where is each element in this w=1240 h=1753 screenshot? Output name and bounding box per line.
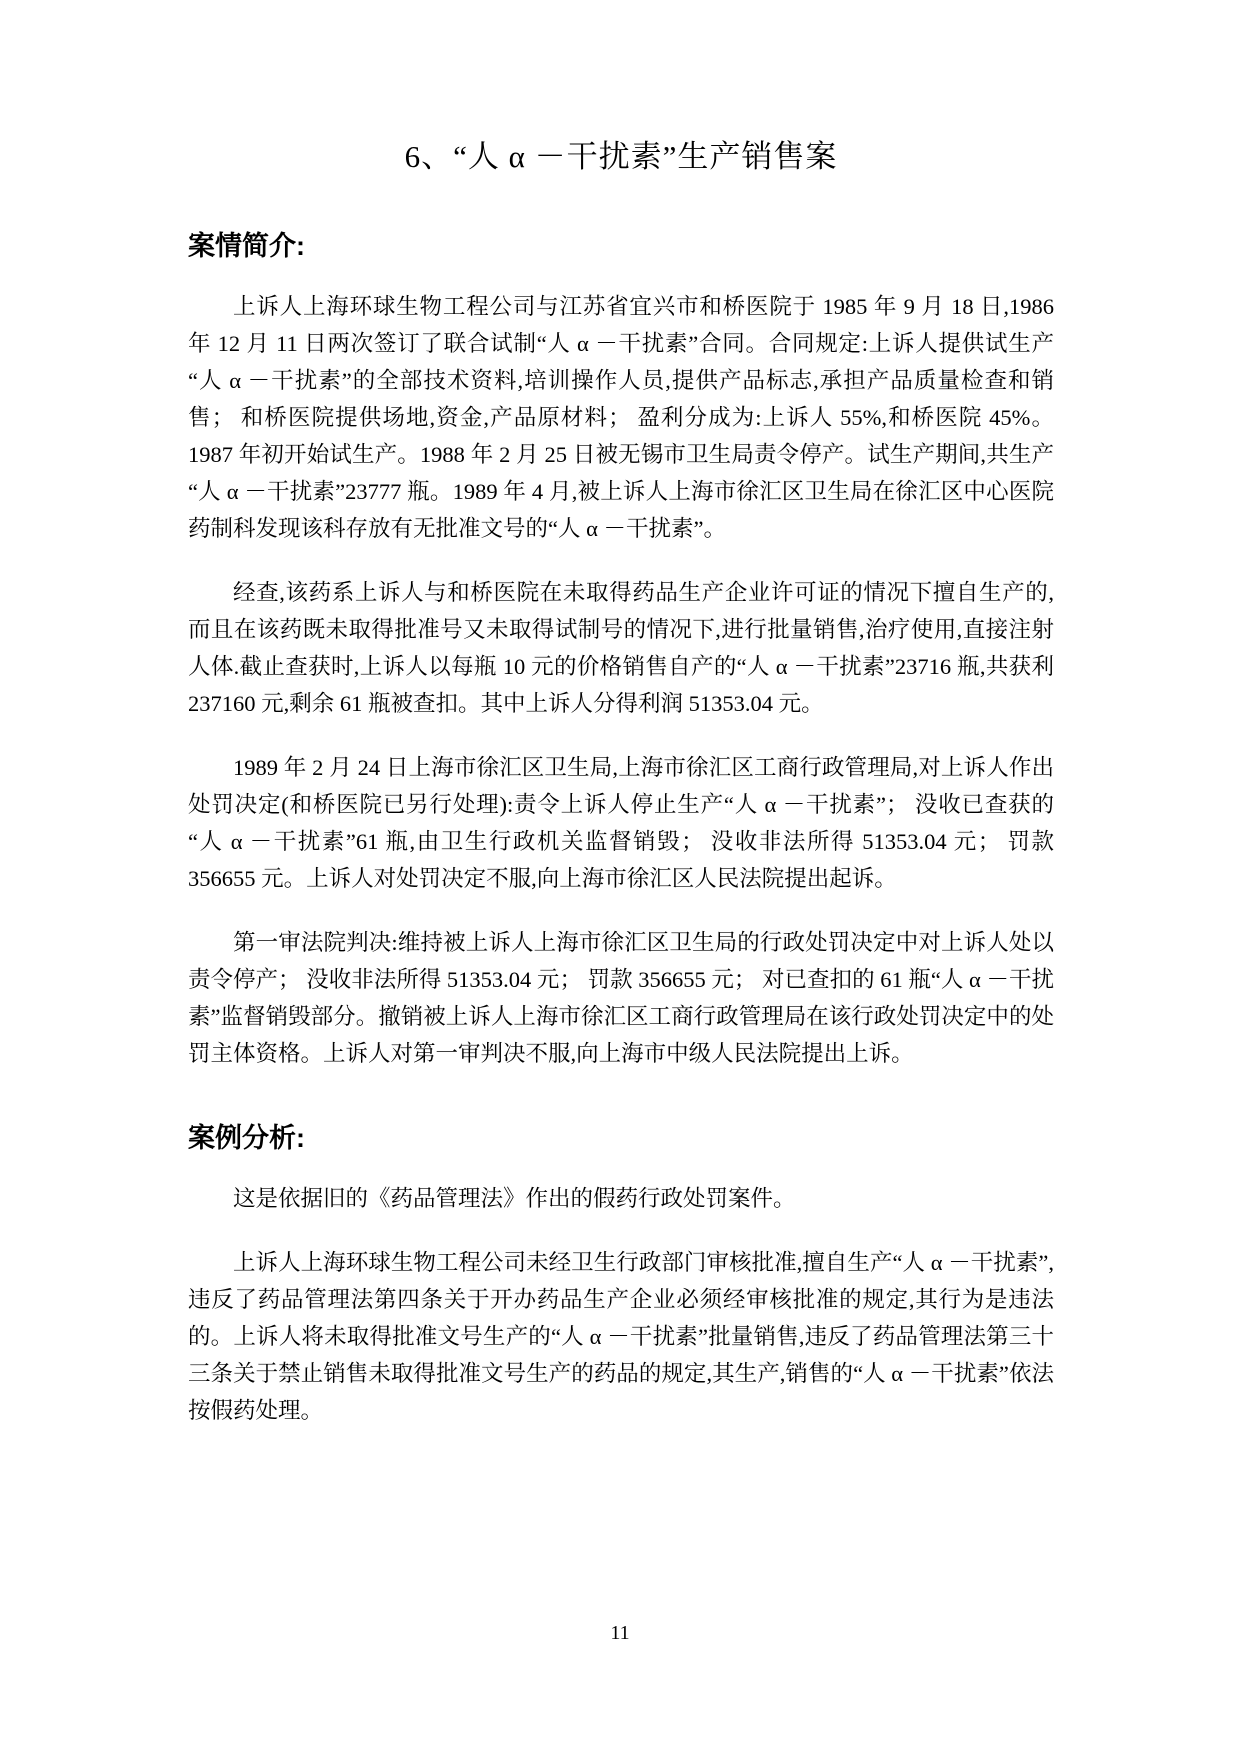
case-analysis-paragraph-2: 上诉人上海环球生物工程公司未经卫生行政部门审核批准,擅自生产“人 α －干扰素”,违反了药品管理法第四条关于开办药品生产企业必须经审核批准的规定,其行为是违法的。上诉人将未取得批准文号生产的“人 α －干扰素”批量销售,违反了药品管理法第三十三条关于禁止销售未取得批准文号生产的药品的规定,其生产,销售的“人 α －干扰素”依法按假药处理。 — [188, 1250, 1054, 1423]
case-summary-paragraph-2: 经查,该药系上诉人与和桥医院在未取得药品生产企业许可证的情况下擅自生产的,而且在该药既未取得批准号又未取得试制号的情况下,进行批量销售,治疗使用,直接注射人体.截止查获时,上诉人以每瓶 10 元的价格销售自产的“人 α －干扰素”23716 瓶,共获利 237160 元,剩余 61 瓶被查扣。其中上诉人分得利润 51353.04 元。 — [188, 580, 1054, 716]
section-heading-case-analysis: 案例分析: — [188, 1123, 305, 1153]
page-number: 11 — [610, 1622, 630, 1644]
case-summary-paragraph-3: 1989 年 2 月 24 日上海市徐汇区卫生局,上海市徐汇区工商行政管理局,对上诉人作出处罚决定(和桥医院已另行处理):责令上诉人停止生产“人 α －干扰素”； 没收已查获的“人 α －干扰素”61 瓶,由卫生行政机关监督销毁； 没收非法所得 51353.04 元； 罚款 356655 元。上诉人对处罚决定不服,向上海市徐汇区人民法院提出起诉。 — [188, 755, 1054, 891]
document-title: 6、“人 α －干扰素”生产销售案 — [404, 139, 838, 174]
section-heading-case-summary: 案情简介: — [188, 231, 305, 261]
case-summary-paragraph-1: 上诉人上海环球生物工程公司与江苏省宜兴市和桥医院于 1985 年 9 月 18 日,1986 年 12 月 11 日两次签订了联合试制“人 α －干扰素”合同。合同规定:上诉人提供试生产“人 α －干扰素”的全部技术资料,培训操作人员,提供产品标志,承担产品质量检查和销售； 和桥医院提供场地,资金,产品原材料； 盈利分成为:上诉人 55%,和桥医院 45%。1987 年初开始试生产。1988 年 2 月 25 日被无锡市卫生局责令停产。试生产期间,共生产“人 α －干扰素”23777 瓶。1989 年 4 月,被上诉人上海市徐汇区卫生局在徐汇区中心医院药制科发现该科存放有无批准文号的“人 α －干扰素”。 — [188, 294, 1054, 541]
case-analysis-paragraph-1: 这是依据旧的《药品管理法》作出的假药行政处罚案件。 — [233, 1186, 796, 1211]
case-summary-paragraph-4: 第一审法院判决:维持被上诉人上海市徐汇区卫生局的行政处罚决定中对上诉人处以责令停产； 没收非法所得 51353.04 元； 罚款 356655 元； 对已查扣的 61 瓶“人 α －干扰素”监督销毁部分。撤销被上诉人上海市徐汇区工商行政管理局在该行政处罚决定中的处罚主体资格。上诉人对第一审判决不服,向上海市中级人民法院提出上诉。 — [188, 930, 1054, 1066]
